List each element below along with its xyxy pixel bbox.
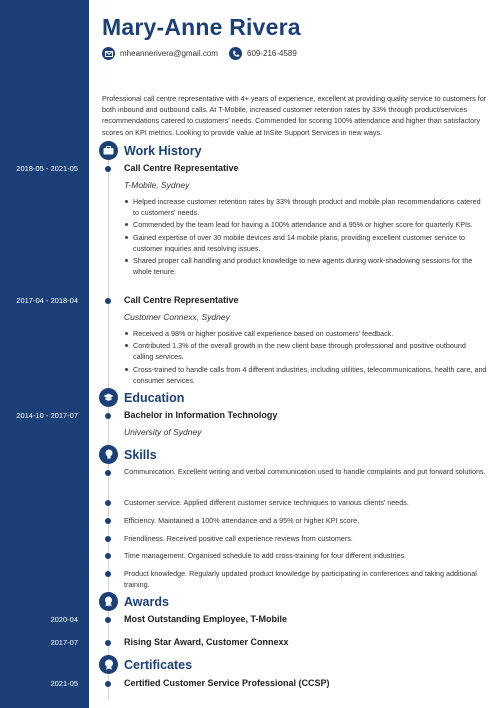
timeline-dot — [105, 166, 111, 172]
skill-item: Friendliness. Received positive call experience reviews from customers. — [124, 534, 353, 543]
contact-phone — [229, 47, 297, 60]
certificate-date: 2021-05 — [50, 679, 78, 688]
section-certificates — [99, 655, 192, 674]
job-bullets — [124, 328, 488, 387]
briefcase-icon — [99, 141, 118, 160]
timeline-dot — [105, 500, 111, 506]
section-education — [99, 388, 184, 407]
bullet-item: Cross-trained to handle calls from 4 different industries, including utilities, telecommunications, health care, and consumer services. — [124, 364, 488, 386]
ribbon-icon — [99, 592, 118, 611]
school-name: University of Sydney — [124, 427, 202, 437]
company-name: T-Mobile, Sydney — [124, 180, 190, 190]
lightbulb-icon — [99, 445, 118, 464]
timeline-dot — [105, 571, 111, 577]
company-name: Customer Connexx, Sydney — [124, 312, 230, 322]
section-skills — [99, 445, 157, 464]
award-title: Rising Star Award, Customer Connexx — [124, 637, 289, 647]
job-title: Call Centre Representative — [124, 163, 239, 173]
timeline-dot — [105, 536, 111, 542]
timeline-dot — [105, 640, 111, 646]
education-dates: 2014-10 - 2017-07 — [16, 411, 78, 420]
graduation-cap-icon — [99, 388, 118, 407]
skill-item: Communication. Excellent writing and verbal communication used to handle complaints and put forward solutions. — [124, 467, 486, 476]
bullet-item: Helped increase customer retention rates by 33% through product and mobile plan recommendations catered to customers' needs. — [124, 196, 488, 218]
work-dates: 2018-05 - 2021-05 — [16, 164, 78, 173]
sidebar-panel — [0, 0, 89, 708]
award-date: 2020-04 — [50, 615, 78, 624]
timeline-dot — [105, 413, 111, 419]
bullet-item: Shared proper call handling and product knowledge to new agents during work-shadowing sessions for the whole tenure. — [124, 255, 488, 277]
section-title: Work History — [124, 143, 202, 158]
timeline-dot — [105, 470, 111, 476]
degree-title: Bachelor in Information Technology — [124, 410, 278, 420]
timeline-dot — [105, 518, 111, 524]
section-work-history — [99, 141, 202, 160]
skill-item: Product knowledge. Regularly updated product knowledge by participating in conferences and taking additional training. — [124, 569, 477, 590]
phone-text[interactable]: 609-216-4589 — [247, 49, 297, 58]
job-title: Call Centre Representative — [124, 295, 239, 305]
phone-icon — [229, 47, 242, 60]
bullet-item: Commended by the team lead for having a 100% attendance and a 95% or higher score for quarterly KPIs. — [124, 219, 488, 230]
section-awards — [99, 592, 169, 611]
timeline-dot — [105, 553, 111, 559]
certificate-title: Certified Customer Service Professional (CCSP) — [124, 678, 330, 688]
profile-summary: Professional call centre representative with 4+ years of experience, excellent at providing quality service to customers for both inbound and outbound calls. At T-Mobile, increased customer retention rates by 33% through product/services recommendations catered to customers' needs. Commended for scoring 100% attendance and higher than satisfactory scores on KPI metrics. Looking to provide value at InSite Support Services in new ways. — [102, 94, 487, 137]
contact-email — [102, 47, 218, 60]
envelope-icon — [102, 47, 115, 60]
section-title: Awards — [124, 594, 169, 609]
timeline-dot — [105, 298, 111, 304]
timeline-dot — [105, 681, 111, 687]
skill-item: Efficiency. Maintained a 100% attendance and a 95% or higher KPI score. — [124, 516, 360, 525]
award-date: 2017-07 — [50, 638, 78, 647]
job-bullets — [124, 196, 488, 278]
bullet-item: Contributed 1.3% of the overall growth in the new client base through professional and positive outbound calling services. — [124, 340, 488, 362]
bullet-item: Received a 98% or higher positive call experience based on customers' feedback. — [124, 328, 488, 339]
award-title: Most Outstanding Employee, T-Mobile — [124, 614, 288, 624]
skill-item: Customer service. Applied different customer service techniques to various clients' needs. — [124, 498, 409, 507]
section-title: Education — [124, 390, 185, 405]
bullet-item: Gained expertise of over 30 mobile devices and 14 mobile plans, providing excellent customer service to customer inquiries and resolving issues. — [124, 232, 488, 254]
skill-item: Time management. Organised schedule to add cross-training for four different industries. — [124, 551, 407, 560]
section-title: Skills — [124, 447, 157, 462]
section-title: Certificates — [124, 657, 193, 672]
candidate-name: Mary-Anne Rivera — [102, 14, 301, 40]
timeline-dot — [105, 617, 111, 623]
email-text[interactable]: mheannerivera@gmail.com — [120, 49, 218, 58]
badge-icon — [99, 655, 118, 674]
work-dates: 2017-04 - 2018-04 — [16, 296, 78, 305]
